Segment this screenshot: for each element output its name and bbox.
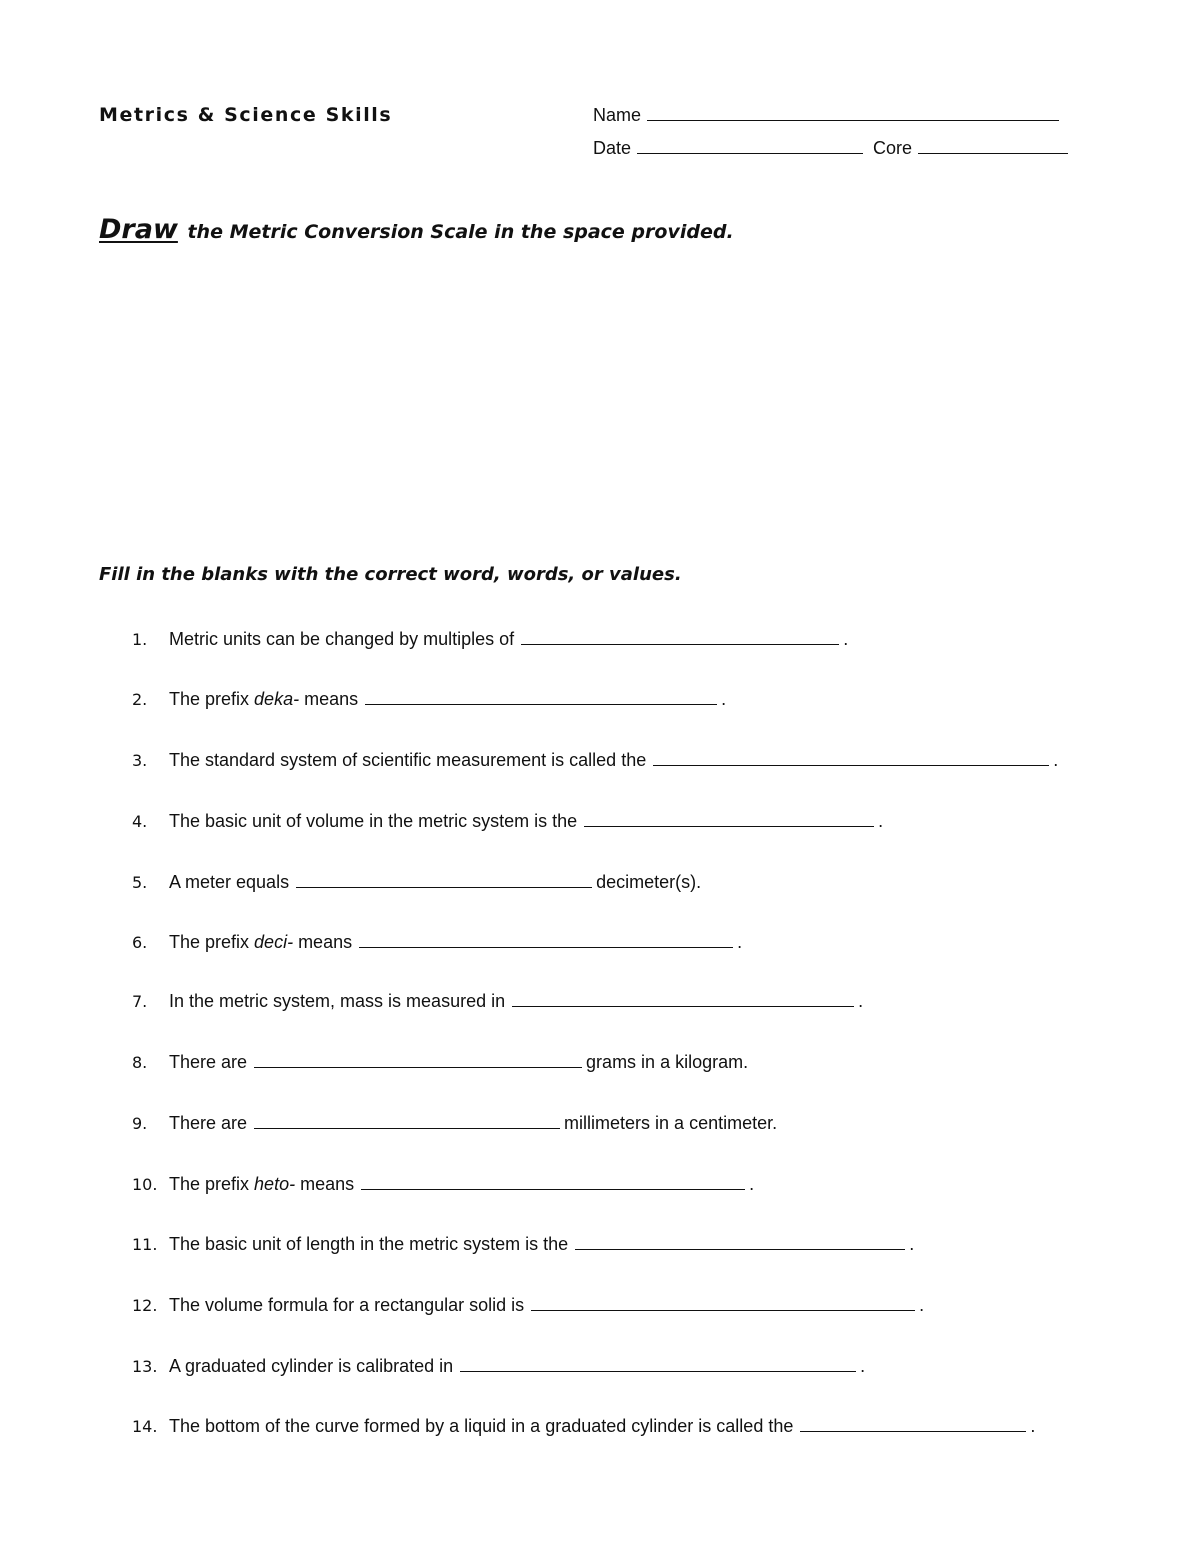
question-number: 1. bbox=[132, 630, 148, 649]
question-item bbox=[132, 750, 1058, 771]
question-item bbox=[132, 872, 701, 893]
question-number: 10. bbox=[132, 1175, 158, 1194]
name-blank[interactable] bbox=[647, 106, 1059, 121]
answer-blank[interactable] bbox=[359, 933, 733, 948]
date-core-row bbox=[593, 138, 1068, 159]
question-ending: millimeters in a centimeter. bbox=[564, 1113, 778, 1133]
answer-blank[interactable] bbox=[653, 751, 1049, 766]
answer-blank[interactable] bbox=[521, 630, 839, 645]
draw-word: Draw bbox=[99, 214, 178, 245]
drawing-area[interactable] bbox=[99, 260, 1099, 550]
core-blank[interactable] bbox=[918, 139, 1068, 154]
question-item bbox=[132, 1113, 777, 1134]
question-item bbox=[132, 629, 848, 650]
prefix-term: deci- bbox=[254, 932, 294, 952]
question-number: 9. bbox=[132, 1114, 148, 1133]
question-ending: grams in a kilogram. bbox=[586, 1052, 749, 1072]
question-text: The basic unit of volume in the metric system is the bbox=[169, 811, 578, 831]
question-text: There are bbox=[169, 1052, 248, 1072]
question-text: The bottom of the curve formed by a liquid in a graduated cylinder is called the bbox=[169, 1416, 794, 1436]
question-text: The prefix bbox=[169, 932, 250, 952]
question-item bbox=[132, 1234, 914, 1255]
draw-instruction-text: the Metric Conversion Scale in the space provided. bbox=[187, 221, 734, 243]
question-number: 4. bbox=[132, 812, 148, 831]
question-text-continued: means bbox=[304, 689, 359, 709]
answer-blank[interactable] bbox=[254, 1053, 582, 1068]
question-text-continued: means bbox=[298, 932, 353, 952]
question-item bbox=[132, 1052, 748, 1073]
worksheet-title: Metrics & Science Skills bbox=[99, 104, 393, 126]
question-text-continued: means bbox=[300, 1174, 355, 1194]
question-number: 8. bbox=[132, 1053, 148, 1072]
question-number: 11. bbox=[132, 1235, 158, 1254]
answer-blank[interactable] bbox=[365, 690, 717, 705]
question-text: In the metric system, mass is measured in bbox=[169, 991, 506, 1011]
core-label: Core bbox=[873, 138, 913, 158]
question-text: The standard system of scientific measurement is called the bbox=[169, 750, 647, 770]
answer-blank[interactable] bbox=[361, 1175, 745, 1190]
question-ending: decimeter(s). bbox=[596, 872, 702, 892]
question-ending: . bbox=[1053, 750, 1059, 770]
answer-blank[interactable] bbox=[512, 992, 854, 1007]
question-ending: . bbox=[721, 689, 727, 709]
prefix-term: deka- bbox=[254, 689, 300, 709]
question-number: 5. bbox=[132, 873, 148, 892]
answer-blank[interactable] bbox=[800, 1417, 1026, 1432]
answer-blank[interactable] bbox=[584, 812, 874, 827]
question-item bbox=[132, 811, 883, 832]
date-label: Date bbox=[593, 138, 632, 158]
question-number: 14. bbox=[132, 1417, 158, 1436]
question-text: The volume formula for a rectangular solid is bbox=[169, 1295, 525, 1315]
date-blank[interactable] bbox=[637, 139, 863, 154]
question-ending: . bbox=[843, 629, 849, 649]
answer-blank[interactable] bbox=[296, 873, 592, 888]
question-number: 13. bbox=[132, 1357, 158, 1376]
name-field-row bbox=[593, 105, 1059, 126]
question-item bbox=[132, 1174, 754, 1195]
question-text: The basic unit of length in the metric system is the bbox=[169, 1234, 569, 1254]
question-number: 7. bbox=[132, 992, 148, 1011]
question-ending: . bbox=[909, 1234, 915, 1254]
question-number: 2. bbox=[132, 690, 148, 709]
question-text: The prefix bbox=[169, 1174, 250, 1194]
question-item bbox=[132, 1295, 924, 1316]
answer-blank[interactable] bbox=[460, 1357, 856, 1372]
answer-blank[interactable] bbox=[254, 1114, 560, 1129]
question-item bbox=[132, 689, 726, 710]
question-ending: . bbox=[919, 1295, 925, 1315]
question-item bbox=[132, 1356, 865, 1377]
draw-instruction bbox=[99, 214, 734, 245]
question-text: A graduated cylinder is calibrated in bbox=[169, 1356, 454, 1376]
question-ending: . bbox=[860, 1356, 866, 1376]
question-text: The prefix bbox=[169, 689, 250, 709]
question-text: A meter equals bbox=[169, 872, 290, 892]
answer-blank[interactable] bbox=[575, 1235, 905, 1250]
question-ending: . bbox=[1030, 1416, 1036, 1436]
question-ending: . bbox=[749, 1174, 755, 1194]
question-item bbox=[132, 991, 863, 1012]
question-number: 12. bbox=[132, 1296, 158, 1315]
question-ending: . bbox=[858, 991, 864, 1011]
question-number: 6. bbox=[132, 933, 148, 952]
name-label: Name bbox=[593, 105, 642, 125]
question-number: 3. bbox=[132, 751, 148, 770]
question-ending: . bbox=[878, 811, 884, 831]
question-text: Metric units can be changed by multiples of bbox=[169, 629, 515, 649]
question-text: There are bbox=[169, 1113, 248, 1133]
question-item bbox=[132, 1416, 1035, 1437]
prefix-term: heto- bbox=[254, 1174, 296, 1194]
answer-blank[interactable] bbox=[531, 1296, 915, 1311]
question-ending: . bbox=[737, 932, 743, 952]
question-item bbox=[132, 932, 742, 953]
fill-instruction: Fill in the blanks with the correct word, words, or values. bbox=[99, 564, 682, 585]
